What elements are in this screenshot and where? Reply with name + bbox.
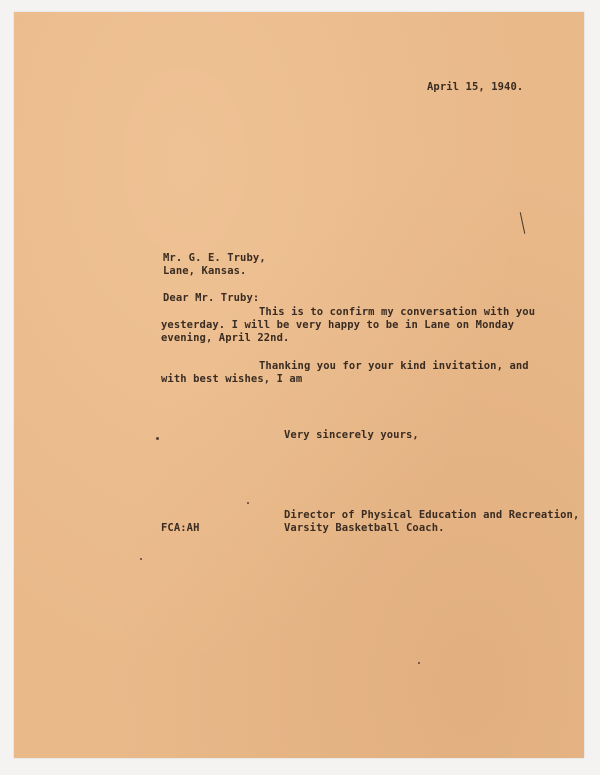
- paper-speck: [140, 558, 142, 560]
- salutation: Dear Mr. Truby:: [163, 292, 260, 304]
- body-paragraph-2-line-2: with best wishes, I am: [161, 373, 303, 385]
- reference-initials: FCA:AH: [161, 522, 200, 534]
- body-paragraph-1-line-3: evening, April 22nd.: [161, 332, 290, 344]
- recipient-city: Lane, Kansas.: [163, 265, 247, 277]
- body-paragraph-1-line-1: This is to confirm my conversation with you: [259, 306, 536, 318]
- paper-speck: [247, 502, 249, 504]
- paper-mark: [520, 212, 526, 234]
- paper-speck: [156, 437, 159, 440]
- paper-speck: [418, 662, 420, 664]
- letter-date: April 15, 1940.: [427, 81, 524, 93]
- recipient-name: Mr. G. E. Truby,: [163, 252, 266, 264]
- signature-title-line-1: Director of Physical Education and Recreation,: [284, 509, 580, 521]
- closing: Very sincerely yours,: [284, 429, 419, 441]
- body-paragraph-2-line-1: Thanking you for your kind invitation, and: [259, 360, 529, 372]
- letter-page: [14, 12, 584, 758]
- signature-title-line-2: Varsity Basketball Coach.: [284, 522, 445, 534]
- body-paragraph-1-line-2: yesterday. I will be very happy to be in Lane on Monday: [161, 319, 515, 331]
